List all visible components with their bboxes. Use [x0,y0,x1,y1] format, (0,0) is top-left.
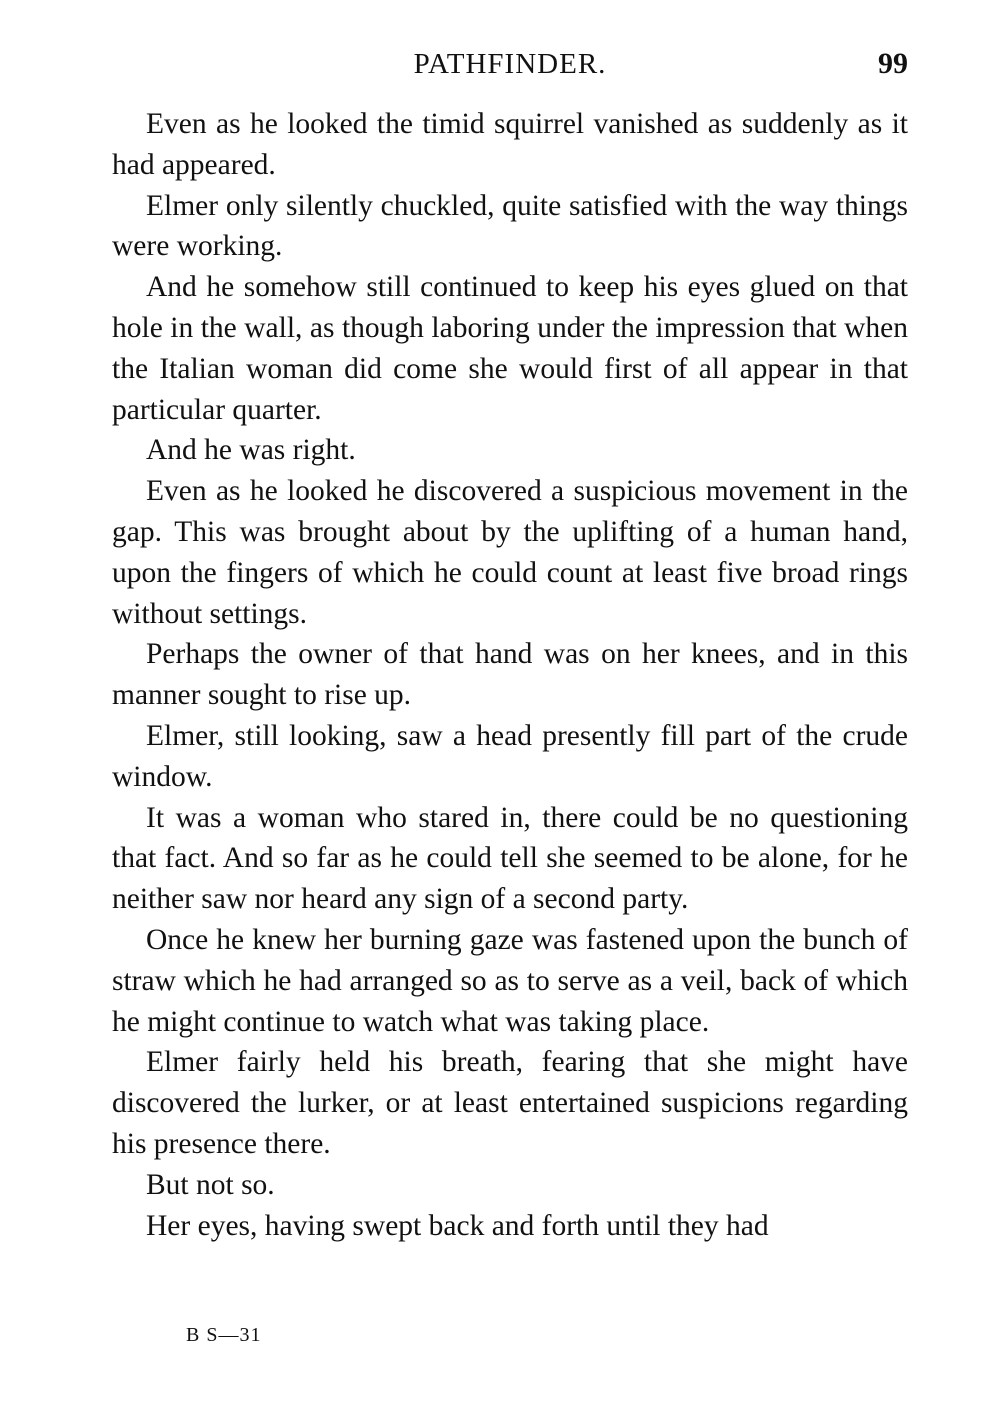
paragraph: Elmer fairly held his breath, fearing that she might have discovered the lurker, or at least entertained suspicions regarding his presence there. [112,1046,908,1160]
paragraph: Once he knew her burning gaze was fastened upon the bunch of straw which he had arranged so as to serve as a veil, back of which he might continue to watch what was taking place. [112,923,908,1038]
paragraph: And he somehow still continued to keep his eyes glued on that hole in the wall, as though laboring under the impression that when the Italian woman did come she would first of all appear in that particular quarter. [112,271,908,426]
paragraph: Elmer, still looking, saw a head presently fill part of the crude window. [112,719,908,793]
paragraph: Her eyes, having swept back and forth until they had [146,1209,769,1242]
printer-signature-mark: B S—31 [186,1324,262,1346]
running-title: PATHFINDER. [413,48,607,80]
page-number: 99 [878,47,908,80]
paragraph: Even as he looked he discovered a suspicious movement in the gap. This was brought about by the uplifting of a human hand, upon the fingers of which he could count at least five broad rings without settings. [112,475,908,630]
running-header [112,44,908,84]
paragraph: It was a woman who stared in, there could be no questioning that fact. And so far as he could tell she seemed to be alone, for he neither saw nor heard any sign of a second party. [112,801,908,916]
paragraph: Elmer only silently chuckled, quite satisfied with the way things were working. [112,189,908,263]
paragraph: Even as he looked the timid squirrel vanished as suddenly as it had appeared. [112,108,908,181]
paragraph: But not so. [146,1168,275,1201]
paragraph: And he was right. [146,434,356,467]
paragraph: Perhaps the owner of that hand was on her knees, and in this manner sought to rise up. [112,638,908,712]
body-text [112,104,908,1246]
